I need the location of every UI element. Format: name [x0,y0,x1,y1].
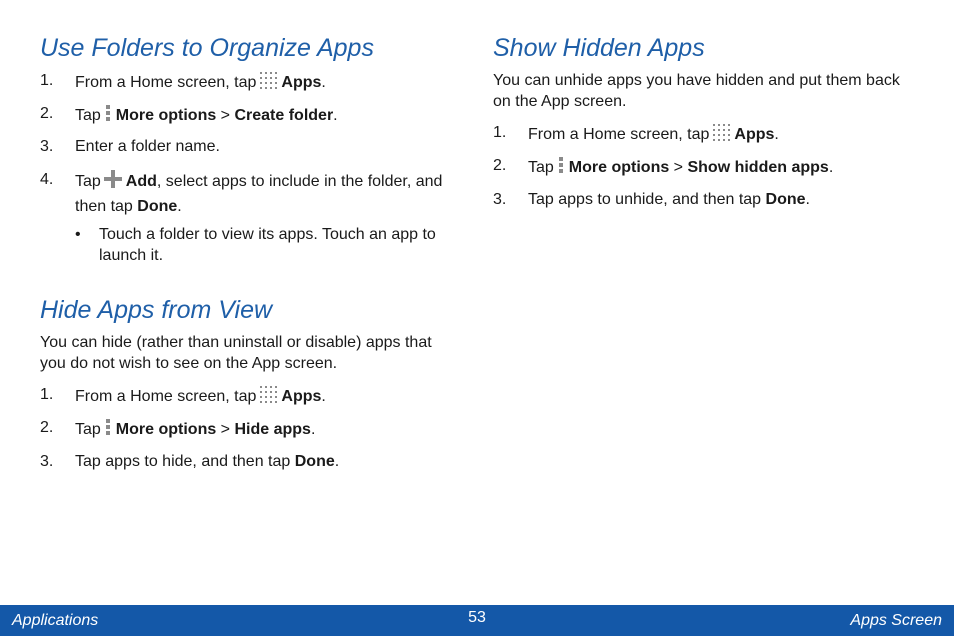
footer-chapter-label: Apps Screen [850,612,942,629]
step-bold: Done [765,191,806,208]
intro-show-hidden-apps: You can unhide apps you have hidden and put them back on the App screen. [493,72,900,110]
heading-use-folders: Use Folders to Organize Apps [40,34,374,62]
page-footer [0,605,954,636]
apps-grid-icon [258,70,278,97]
punct: . [321,388,326,405]
step-text: Tap [75,421,101,438]
step-number: 3. [40,453,54,470]
intro-hide-apps: You can hide (rather than uninstall or disable) apps that you do not wish to see on the App screen. [40,334,432,372]
step-text: Enter a folder name. [75,138,220,155]
step-bold: Add [125,173,157,190]
step-number: 1. [40,386,54,403]
apps-grid-icon [711,122,731,149]
bullet-text: Touch a folder to view its apps. Touch an app to launch it. [99,226,436,264]
step-text: From a Home screen, tap [528,126,710,143]
punct: . [177,198,182,215]
step-bold: More options [568,159,670,176]
more-options-icon [103,103,113,130]
more-options-icon [103,417,113,444]
step-text: > [216,107,235,124]
bullet-dot: • [75,226,81,243]
step-text: , select apps to include in the folder, and then tap [75,173,443,215]
step-text: Tap [75,107,101,124]
step-bold: Done [137,198,178,215]
step-bold: Apps [281,74,322,91]
more-options-icon [556,155,566,182]
step-text: Tap [528,159,554,176]
punct: . [805,191,810,208]
apps-grid-icon [258,384,278,411]
step-text: Tap apps to unhide, and then tap [528,191,766,208]
step-bold: More options [115,421,217,438]
step-text: > [216,421,235,438]
step-text: Tap [75,173,101,190]
footer-section-label: Applications [12,612,99,629]
add-plus-icon [103,169,123,196]
step-bold: Done [294,453,335,470]
punct: . [333,107,338,124]
page-number: 53 [468,609,486,626]
step-number: 1. [493,124,507,141]
step-bold: Hide apps [234,421,311,438]
step-number: 4. [40,171,54,188]
step-text: From a Home screen, tap [75,388,257,405]
step-number: 1. [40,72,54,89]
heading-show-hidden-apps: Show Hidden Apps [493,34,705,62]
punct: . [310,421,316,438]
step-number: 3. [493,191,507,208]
step-number: 2. [40,105,54,122]
heading-hide-apps: Hide Apps from View [40,296,273,324]
step-bold: More options [115,107,217,124]
step-bold: Show hidden apps [687,159,829,176]
step-bold: Create folder [234,107,334,124]
step-text: Tap apps to hide, and then tap [75,453,295,470]
step-number: 2. [40,419,54,436]
step-bold: Apps [281,388,322,405]
punct: . [774,126,779,143]
step-text: From a Home screen, tap [75,74,257,91]
punct: . [334,453,340,470]
step-text: > [669,159,688,176]
step-number: 2. [493,157,507,174]
step-bold: Apps [734,126,775,143]
punct: . [321,74,326,91]
step-number: 3. [40,138,54,155]
punct: . [828,159,834,176]
